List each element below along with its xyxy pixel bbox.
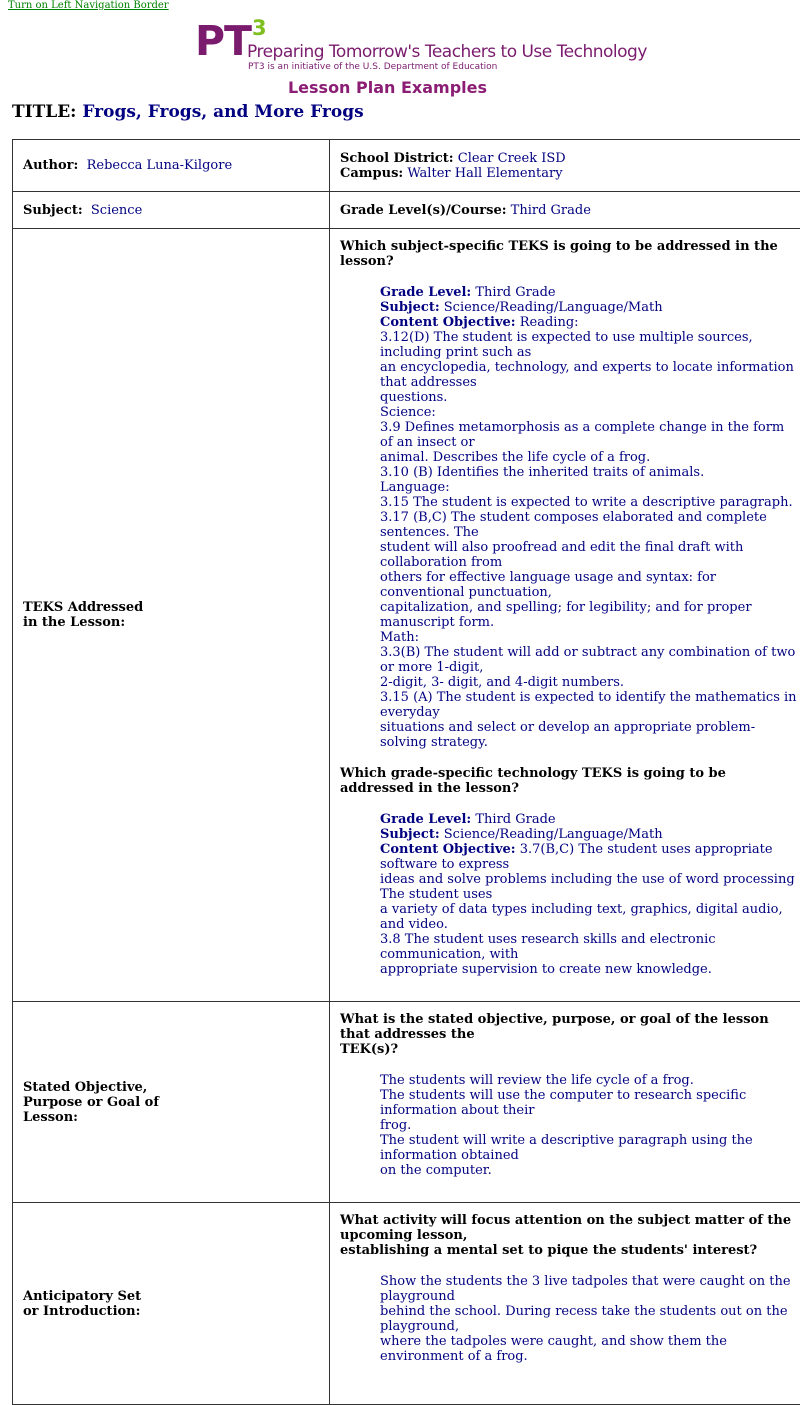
- grade-cell: [330, 192, 800, 229]
- teks-line: 3.15 (A) The student is expected to identify the mathematics in everyday: [380, 690, 800, 720]
- district-label: School District:: [340, 151, 454, 166]
- teks-answer-technology: [380, 812, 800, 977]
- objective-line: on the computer.: [380, 1163, 800, 1178]
- objective-question-line1: What is the stated objective, purpose, or goal of the lesson that addresses the: [340, 1012, 800, 1042]
- pt3-logo: [195, 17, 635, 75]
- anticipatory-line: Show the students the 3 live tadpoles that were caught on the playground: [380, 1274, 800, 1304]
- teks-row: [13, 229, 800, 1002]
- objective-line: The student will write a descriptive paragraph using the information obtained: [380, 1133, 800, 1163]
- teks-label-cell: [13, 229, 330, 1002]
- tech-grade: Third Grade: [475, 812, 555, 827]
- teks-grade-label: Grade Level:: [380, 285, 471, 300]
- subject-label: Subject:: [23, 203, 83, 218]
- teks-line: 3.15 The student is expected to write a descriptive paragraph.: [380, 495, 800, 510]
- teks-content-cell: [330, 229, 800, 1002]
- tech-subject: Science/Reading/Language/Math: [444, 827, 663, 842]
- teks-line: 3.9 Defines metamorphosis as a complete change in the form of an insect or: [380, 420, 800, 450]
- teks-line: situations and select or develop an appropriate problem-solving strategy.: [380, 720, 800, 750]
- objective-label-line3: Lesson:: [23, 1110, 319, 1125]
- lesson-title: [12, 102, 364, 122]
- teks-line: an encyclopedia, technology, and experts to locate information that addresses: [380, 360, 800, 390]
- teks-question-technology: Which grade-specific technology TEKS is going to be addressed in the lesson?: [340, 766, 800, 796]
- campus-value: Walter Hall Elementary: [407, 166, 562, 181]
- author-value: Rebecca Luna-Kilgore: [87, 158, 233, 173]
- teks-line: 3.10 (B) Identifies the inherited traits of animals.: [380, 465, 800, 480]
- lesson-plan-table: [12, 139, 800, 1405]
- tech-line: 3.8 The student uses research skills and electronic communication, with: [380, 932, 800, 962]
- objective-answer: [380, 1073, 800, 1178]
- teks-line: Language:: [380, 480, 800, 495]
- campus-label: Campus:: [340, 166, 403, 181]
- author-row: [13, 140, 800, 192]
- teks-answer-subject: [380, 285, 800, 750]
- title-label: TITLE:: [12, 102, 76, 122]
- left-nav-border-link[interactable]: Turn on Left Navigation Border: [8, 0, 169, 11]
- grade-value: Third Grade: [511, 203, 591, 218]
- teks-line: Science:: [380, 405, 800, 420]
- logo-pt-text: PT: [195, 19, 251, 63]
- subject-row: [13, 192, 800, 229]
- anticipatory-question-line2: establishing a mental set to pique the students' interest?: [340, 1243, 800, 1258]
- teks-subject-label: Subject:: [380, 300, 440, 315]
- teks-subject: Science/Reading/Language/Math: [444, 300, 663, 315]
- author-cell: [13, 140, 330, 192]
- teks-grade: Third Grade: [475, 285, 555, 300]
- teks-label-line2: in the Lesson:: [23, 615, 319, 630]
- anticipatory-question: [340, 1213, 800, 1258]
- section-title: Lesson Plan Examples: [0, 78, 775, 97]
- objective-label-line1: Stated Objective,: [23, 1080, 319, 1095]
- teks-line: 2-digit, 3- digit, and 4-digit numbers.: [380, 675, 800, 690]
- teks-line: Math:: [380, 630, 800, 645]
- author-label: Author:: [23, 158, 78, 173]
- objective-label-line2: Purpose or Goal of: [23, 1095, 319, 1110]
- objective-content-cell: [330, 1002, 800, 1203]
- teks-line: others for effective language usage and syntax: for conventional punctuation,: [380, 570, 800, 600]
- logo-subline: PT3 is an initiative of the U.S. Department of Education: [248, 61, 497, 73]
- anticipatory-line: where the tadpoles were caught, and show them the environment of a frog.: [380, 1334, 800, 1364]
- tech-grade-label: Grade Level:: [380, 812, 471, 827]
- anticipatory-label-line2: or Introduction:: [23, 1304, 319, 1319]
- teks-line: 3.3(B) The student will add or subtract any combination of two or more 1-digit,: [380, 645, 800, 675]
- anticipatory-row: [13, 1203, 800, 1405]
- subject-cell: [13, 192, 330, 229]
- teks-objective-first: Reading:: [520, 315, 579, 330]
- anticipatory-answer: [380, 1274, 800, 1364]
- objective-line: frog.: [380, 1118, 800, 1133]
- anticipatory-question-line1: What activity will focus attention on the subject matter of the upcoming lesson,: [340, 1213, 800, 1243]
- title-value: Frogs, Frogs, and More Frogs: [82, 102, 363, 122]
- tech-line: a variety of data types including text, graphics, digital audio, and video.: [380, 902, 800, 932]
- tech-objective-first: 3.7(B,C) The student uses appropriate software to express: [380, 842, 773, 872]
- teks-line: capitalization, and spelling; for legibility; and for proper manuscript form.: [380, 600, 800, 630]
- anticipatory-label-cell: [13, 1203, 330, 1405]
- logo-tagline: Preparing Tomorrow's Teachers to Use Technology: [247, 41, 647, 63]
- objective-line: The students will use the computer to research specific information about their: [380, 1088, 800, 1118]
- teks-line: student will also proofread and edit the final draft with collaboration from: [380, 540, 800, 570]
- district-value: Clear Creek ISD: [458, 151, 566, 166]
- objective-question-line2: TEK(s)?: [340, 1042, 800, 1057]
- teks-line: 3.17 (B,C) The student composes elaborated and complete sentences. The: [380, 510, 800, 540]
- teks-question-subject: Which subject-specific TEKS is going to be addressed in the lesson?: [340, 239, 800, 269]
- teks-line: 3.12(D) The student is expected to use multiple sources, including print such as: [380, 330, 800, 360]
- tech-line: ideas and solve problems including the use of word processing The student uses: [380, 872, 800, 902]
- tech-objective-label: Content Objective:: [380, 842, 516, 857]
- grade-label: Grade Level(s)/Course:: [340, 203, 507, 218]
- objective-question: [340, 1012, 800, 1057]
- anticipatory-label-line1: Anticipatory Set: [23, 1289, 319, 1304]
- logo-superscript-three: 3: [252, 17, 267, 39]
- tech-subject-label: Subject:: [380, 827, 440, 842]
- tech-line: appropriate supervision to create new knowledge.: [380, 962, 800, 977]
- teks-line: animal. Describes the life cycle of a frog.: [380, 450, 800, 465]
- objective-line: The students will review the life cycle of a frog.: [380, 1073, 800, 1088]
- teks-line: questions.: [380, 390, 800, 405]
- district-cell: [330, 140, 800, 192]
- teks-objective-label: Content Objective:: [380, 315, 516, 330]
- teks-label-line1: TEKS Addressed: [23, 600, 319, 615]
- anticipatory-content-cell: [330, 1203, 800, 1405]
- objective-label-cell: [13, 1002, 330, 1203]
- anticipatory-line: behind the school. During recess take the students out on the playground,: [380, 1304, 800, 1334]
- objective-row: [13, 1002, 800, 1203]
- subject-value: Science: [91, 203, 142, 218]
